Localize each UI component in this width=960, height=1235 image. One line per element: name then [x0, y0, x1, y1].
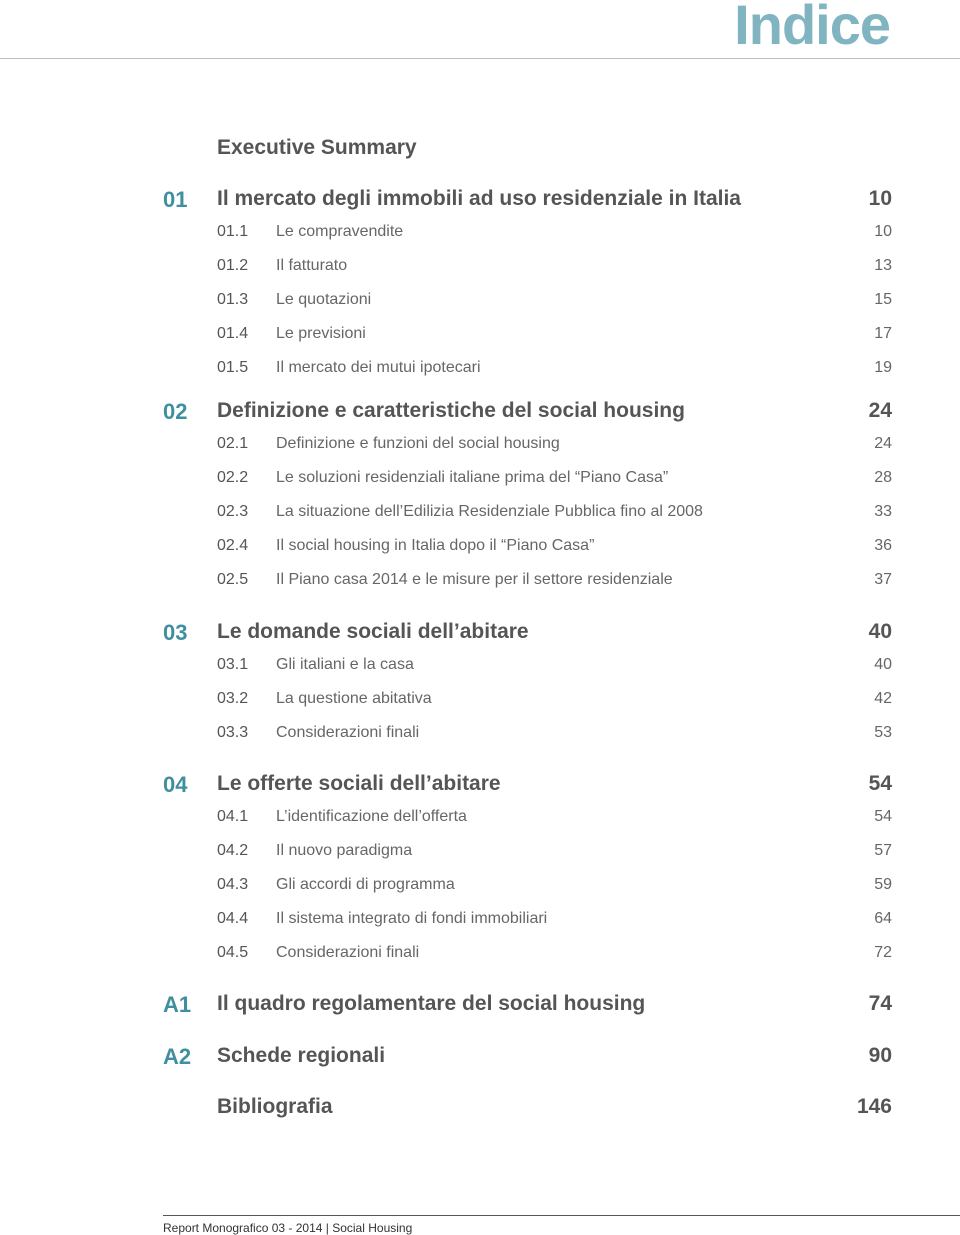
section-page: 40: [874, 656, 892, 673]
chapter-number: 02: [163, 399, 188, 424]
toc-sub-entry[interactable]: [0, 537, 960, 567]
section-page: 19: [874, 359, 892, 376]
section-number: 02.5: [217, 571, 249, 588]
chapter-page: 54: [868, 772, 892, 795]
chapter-title: Le offerte sociali dell’abitare: [217, 772, 501, 795]
section-title: Le quotazioni: [276, 291, 372, 308]
chapter-page: 146: [856, 1095, 892, 1118]
section-page: 15: [874, 291, 892, 308]
section-number: 02.1: [217, 435, 249, 452]
chapter-title: Executive Summary: [217, 136, 417, 159]
section-number: 04.2: [217, 842, 249, 859]
section-title: Il social housing in Italia dopo il “Piano Casa”: [276, 537, 595, 554]
footer-text: Report Monografico 03 - 2014 | Social Housing: [163, 1221, 413, 1235]
section-number: 04.4: [217, 910, 249, 927]
toc-sub-entry[interactable]: [0, 808, 960, 838]
section-number: 02.2: [217, 469, 249, 486]
section-page: 57: [874, 842, 892, 859]
section-title: Le compravendite: [276, 223, 404, 240]
header-divider: [0, 58, 960, 59]
footer-divider: [163, 1215, 960, 1216]
section-title: Il Piano casa 2014 e le misure per il settore residenziale: [276, 571, 673, 588]
section-title: Considerazioni finali: [276, 724, 420, 741]
section-number: 01.2: [217, 257, 249, 274]
toc-sub-entry[interactable]: [0, 571, 960, 601]
chapter-title: Definizione e caratteristiche del social housing: [217, 399, 685, 422]
toc-sub-entry[interactable]: [0, 724, 960, 754]
toc-sub-entry[interactable]: [0, 503, 960, 533]
chapter-number: 01: [163, 187, 188, 212]
section-page: 13: [874, 257, 892, 274]
section-page: 24: [874, 435, 892, 452]
section-title: Il mercato dei mutui ipotecari: [276, 359, 481, 376]
section-number: 01.1: [217, 223, 249, 240]
section-page: 36: [874, 537, 892, 554]
section-page: 42: [874, 690, 892, 707]
toc-sub-entry[interactable]: [0, 656, 960, 686]
section-number: 04.1: [217, 808, 249, 825]
section-page: 33: [874, 503, 892, 520]
chapter-title: Bibliografia: [217, 1095, 333, 1118]
section-title: Il nuovo paradigma: [276, 842, 413, 859]
section-title: Gli accordi di programma: [276, 876, 455, 893]
section-page: 10: [874, 223, 892, 240]
chapter-title: Il mercato degli immobili ad uso residenziale in Italia: [217, 187, 741, 210]
toc-entry[interactable]: [0, 187, 960, 217]
section-title: Considerazioni finali: [276, 944, 420, 961]
chapter-number: A2: [163, 1044, 192, 1069]
toc-entry[interactable]: [0, 620, 960, 650]
chapter-title: Schede regionali: [217, 1044, 386, 1067]
toc-entry[interactable]: [0, 136, 960, 166]
toc-entry[interactable]: [0, 1095, 960, 1125]
section-page: 72: [874, 944, 892, 961]
section-page: 54: [874, 808, 892, 825]
chapter-number: 04: [163, 772, 188, 797]
chapter-page: 74: [868, 992, 892, 1015]
toc-sub-entry[interactable]: [0, 223, 960, 253]
chapter-page: 40: [868, 620, 892, 643]
toc-sub-entry[interactable]: [0, 876, 960, 906]
chapter-page: 90: [868, 1044, 892, 1067]
section-title: Il fatturato: [276, 257, 348, 274]
section-title: La questione abitativa: [276, 690, 432, 707]
toc-sub-entry[interactable]: [0, 291, 960, 321]
toc-entry[interactable]: [0, 399, 960, 429]
section-number: 01.4: [217, 325, 249, 342]
section-page: 37: [874, 571, 892, 588]
section-page: 17: [874, 325, 892, 342]
chapter-title: Il quadro regolamentare del social housing: [217, 992, 646, 1015]
page-title: Indice: [734, 0, 890, 56]
chapter-number: A1: [163, 992, 192, 1017]
toc-entry[interactable]: [0, 1044, 960, 1074]
section-page: 59: [874, 876, 892, 893]
section-number: 03.3: [217, 724, 249, 741]
section-number: 01.5: [217, 359, 249, 376]
section-title: Definizione e funzioni del social housing: [276, 435, 560, 452]
section-title: Il sistema integrato di fondi immobiliari: [276, 910, 548, 927]
toc-entry[interactable]: [0, 772, 960, 802]
section-number: 03.1: [217, 656, 249, 673]
toc-sub-entry[interactable]: [0, 257, 960, 287]
toc-sub-entry[interactable]: [0, 359, 960, 389]
toc-sub-entry[interactable]: [0, 435, 960, 465]
section-number: 04.5: [217, 944, 249, 961]
section-page: 28: [874, 469, 892, 486]
chapter-page: 24: [868, 399, 892, 422]
section-title: Le previsioni: [276, 325, 366, 342]
section-number: 03.2: [217, 690, 249, 707]
section-number: 02.4: [217, 537, 249, 554]
section-page: 64: [874, 910, 892, 927]
section-title: L’identificazione dell’offerta: [276, 808, 467, 825]
toc-sub-entry[interactable]: [0, 842, 960, 872]
section-page: 53: [874, 724, 892, 741]
toc-sub-entry[interactable]: [0, 910, 960, 940]
chapter-title: Le domande sociali dell’abitare: [217, 620, 529, 643]
toc-sub-entry[interactable]: [0, 944, 960, 974]
toc-sub-entry[interactable]: [0, 325, 960, 355]
section-number: 01.3: [217, 291, 249, 308]
section-title: La situazione dell’Edilizia Residenziale Pubblica fino al 2008: [276, 503, 703, 520]
section-title: Gli italiani e la casa: [276, 656, 414, 673]
section-number: 02.3: [217, 503, 249, 520]
chapter-page: 10: [868, 187, 892, 210]
chapter-number: 03: [163, 620, 188, 645]
section-number: 04.3: [217, 876, 249, 893]
toc-sub-entry[interactable]: [0, 469, 960, 499]
section-title: Le soluzioni residenziali italiane prima del “Piano Casa”: [276, 469, 669, 486]
toc-entry[interactable]: [0, 992, 960, 1022]
toc-sub-entry[interactable]: [0, 690, 960, 720]
